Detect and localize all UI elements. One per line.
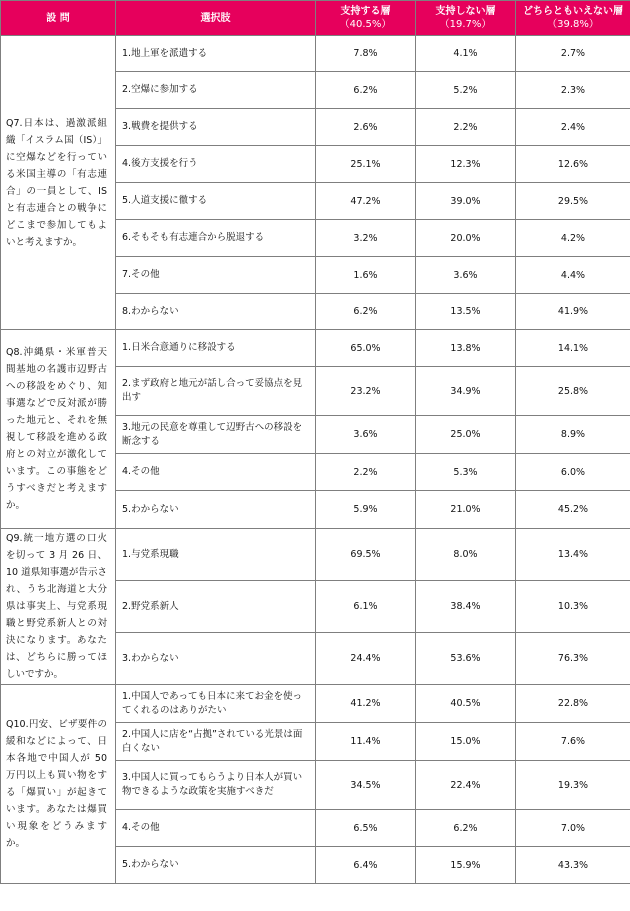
neutral-percentage: 19.3% [516,761,630,810]
option-label: 2.空爆に参加する [116,72,316,109]
supporter-percentage: 11.4% [316,723,416,761]
non-supporter-percentage: 2.2% [416,109,516,146]
neutral-percentage: 41.9% [516,294,630,330]
neutral-percentage: 7.6% [516,723,630,761]
question-text: Q10.円安、ビザ要件の緩和などによって、日本各地で中国人が 50 万円以上も買い物をする「爆買い」が起きています。あなたは爆買い現象をどうみますか。 [1,685,116,884]
supporter-percentage: 1.6% [316,257,416,294]
non-supporter-percentage: 4.1% [416,36,516,72]
supporter-percentage: 69.5% [316,529,416,581]
neutral-percentage: 4.4% [516,257,630,294]
non-supporter-percentage: 13.8% [416,330,516,367]
option-label: 4.その他 [116,454,316,491]
non-supporter-percentage: 5.3% [416,454,516,491]
neutral-percentage: 43.3% [516,847,630,884]
non-supporter-percentage: 40.5% [416,685,516,723]
non-supporter-percentage: 13.5% [416,294,516,330]
choice-column-header: 選択肢 [116,1,316,36]
supporter-percentage: 6.4% [316,847,416,884]
non-supporter-percentage: 8.0% [416,529,516,581]
option-label: 1.日米合意通りに移設する [116,330,316,367]
non-supporter-percentage: 5.2% [416,72,516,109]
supporter-percentage: 41.2% [316,685,416,723]
neutral-percentage: 76.3% [516,633,630,685]
non-supporter-percentage: 3.6% [416,257,516,294]
option-label: 6.そもそも有志連合から脱退する [116,220,316,257]
option-row [1,529,630,581]
supporter-percentage: 6.2% [316,294,416,330]
supporter-percentage: 2.2% [316,454,416,491]
non-supporter-percentage: 15.9% [416,847,516,884]
neutral-percentage: 7.0% [516,810,630,847]
neutral-percentage: 22.8% [516,685,630,723]
option-label: 2.野党系新人 [116,581,316,633]
option-label: 3.戦費を提供する [116,109,316,146]
supporter-percentage: 6.5% [316,810,416,847]
option-label: 2.まず政府と地元が話し合って妥協点を見出す [116,367,316,416]
option-label: 5.わからない [116,847,316,884]
option-label: 1.地上軍を派遣する [116,36,316,72]
non-supporter-percentage: 39.0% [416,183,516,220]
supporter-percentage: 6.1% [316,581,416,633]
neutral-percentage: 2.7% [516,36,630,72]
non-supporter-percentage: 53.6% [416,633,516,685]
option-label: 3.地元の民意を尊重して辺野古への移設を断念する [116,416,316,454]
table-body [1,36,630,884]
option-label: 8.わからない [116,294,316,330]
neutral-percentage: 4.2% [516,220,630,257]
supporter-percentage: 3.2% [316,220,416,257]
option-label: 3.わからない [116,633,316,685]
non-supporter-percentage: 38.4% [416,581,516,633]
supporter-percentage: 5.9% [316,491,416,529]
neutral-percentage: 2.3% [516,72,630,109]
option-label: 1.与党系現職 [116,529,316,581]
option-row [1,36,630,72]
question-text: Q7.日本は、過激派組織「イスラム国（IS）」に空爆などを行っている米国主導の「有志連合」の一員として、IS と有志連合との戦争にどこまで参加してもよいと考えますか。 [1,36,116,330]
neutral-column-header: どちらともいえない層 （39.8%） [516,1,630,36]
supporter-percentage: 7.8% [316,36,416,72]
question-column-header: 設 問 [1,1,116,36]
non-supporter-percentage: 12.3% [416,146,516,183]
supporter-percentage: 47.2% [316,183,416,220]
option-label: 3.中国人に買ってもらうより日本人が買い物できるような政策を実施すべきだ [116,761,316,810]
neutral-percentage: 2.4% [516,109,630,146]
table-header [1,1,630,36]
option-label: 7.その他 [116,257,316,294]
option-label: 5.わからない [116,491,316,529]
neutral-percentage: 25.8% [516,367,630,416]
option-label: 1.中国人であっても日本に来てお金を使ってくれるのはありがたい [116,685,316,723]
option-label: 4.後方支援を行う [116,146,316,183]
supporter-percentage: 3.6% [316,416,416,454]
non-supporter-column-header: 支持しない層 （19.7%） [416,1,516,36]
neutral-percentage: 8.9% [516,416,630,454]
supporter-percentage: 24.4% [316,633,416,685]
question-text: Q8.沖縄県・米軍普天間基地の名護市辺野古への移設をめぐり、知事選などで反対派が勝った地元と、それを無視して移設を進める政府との対立が激化しています。この事態をどうすべきだと考えますか。 [1,330,116,529]
non-supporter-percentage: 21.0% [416,491,516,529]
non-supporter-percentage: 25.0% [416,416,516,454]
non-supporter-percentage: 34.9% [416,367,516,416]
neutral-percentage: 6.0% [516,454,630,491]
option-label: 2.中国人に店を“占拠”されている光景は面白くない [116,723,316,761]
non-supporter-percentage: 20.0% [416,220,516,257]
supporter-percentage: 25.1% [316,146,416,183]
supporter-percentage: 6.2% [316,72,416,109]
option-label: 4.その他 [116,810,316,847]
supporter-percentage: 23.2% [316,367,416,416]
non-supporter-percentage: 6.2% [416,810,516,847]
option-label: 5.人道支援に徹する [116,183,316,220]
supporter-column-header: 支持する層 （40.5%） [316,1,416,36]
neutral-percentage: 14.1% [516,330,630,367]
option-row [1,685,630,723]
option-row [1,330,630,367]
neutral-percentage: 12.6% [516,146,630,183]
supporter-percentage: 65.0% [316,330,416,367]
supporter-percentage: 34.5% [316,761,416,810]
neutral-percentage: 29.5% [516,183,630,220]
neutral-percentage: 10.3% [516,581,630,633]
supporter-percentage: 2.6% [316,109,416,146]
question-text: Q9.統一地方選の口火を切って 3 月 26 日、10 道県知事選が告示され、うち北海道と大分県は事実上、与党系現職と野党系新人との対決になります。あなたは、どちらに勝ってほしいですか。 [1,529,116,685]
non-supporter-percentage: 15.0% [416,723,516,761]
neutral-percentage: 13.4% [516,529,630,581]
non-supporter-percentage: 22.4% [416,761,516,810]
neutral-percentage: 45.2% [516,491,630,529]
